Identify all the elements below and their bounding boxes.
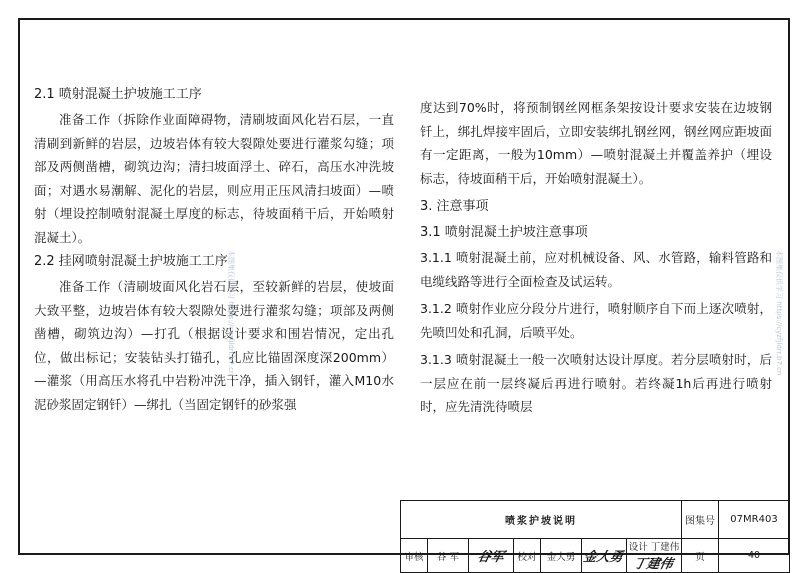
watermark-right: 本图集仅供学习 https://cyzfjldrr.b7.cn <box>775 250 783 376</box>
title-block <box>400 500 790 573</box>
checker-signature: 金大勇 <box>582 539 627 573</box>
checker-name: 金大勇 <box>541 539 582 573</box>
review-label: 审核 <box>401 539 428 573</box>
left-column <box>34 82 394 416</box>
designer-name: 丁建伟 <box>650 542 680 553</box>
item-3-1-2: 3.1.2 喷射作业应分段分片进行，喷射顺序自下而上逐次喷射，先喷凹处和孔洞，后喷平处。 <box>420 301 772 340</box>
section-2-2-heading: 2.2 挂网喷射混凝土护坡施工工序 <box>34 254 228 269</box>
reviewer-signature: 谷军 <box>469 539 514 573</box>
right-column <box>420 96 772 419</box>
item-3-1-3: 3.1.3 喷射混凝土一般一次喷射达设计厚度。若分层喷射时，后一层应在前一层终凝后再进行喷射。若终凝1h后再进行喷射时，应先清洗待喷层 <box>420 352 772 414</box>
watermark-left: 本图集仅供学习 https://cyzfjldrr.b7.cn <box>227 250 235 376</box>
drawing-title: 喷浆护坡说明 <box>401 501 682 539</box>
design-label: 设计 <box>628 542 648 553</box>
continued-text: 度达到70%时，将预制钢丝网框条架按设计要求安装在边坡钢钎上，绑扎焊接牢固后，立即安装绑扎钢丝网，钢丝网应距坡面有一定距离，一般为10mm）—喷射混凝土并覆盖养护（埋设标志，待坡面稍干后，开始喷射混凝土）。 <box>420 100 772 186</box>
item-3-1-1: 3.1.1 喷射混凝土前，应对机械设备、风、水管路，输料管路和电缆线路等进行全面检查及试运转。 <box>420 250 772 289</box>
section-2-1-body: 准备工作（拆除作业面障碍物，清刷坡面风化岩石层，一直清刷到新鲜的岩层，边坡岩体有较大裂隙处要进行灌浆勾缝；项部及两侧凿槽，砌筑边沟；清扫坡面浮土、碎石，高压水冲洗坡面；对遇水易潮解、泥化的岩层，则应用正压风清扫坡面）—喷射（埋设控制喷射混凝土厚度的标志，待坡面稍干后，开始喷射混凝土）。 <box>34 112 394 245</box>
page-label: 页 <box>682 539 719 573</box>
section-3-1-heading: 3.1 喷射混凝土护坡注意事项 <box>420 225 588 240</box>
design-cell <box>627 539 682 573</box>
page-value: 40 <box>719 539 790 573</box>
designer-signature: 丁建伟 <box>632 557 675 572</box>
section-3-heading: 3. 注意事项 <box>420 199 489 214</box>
reviewer-name: 谷 军 <box>428 539 469 573</box>
section-2-2-body: 准备工作（清刷坡面风化岩石层，至较新鲜的岩层，使坡面大致平整，边坡岩体有较大裂隙处要进行灌浆勾缝；项部及两侧凿槽，砌筑边沟）—打孔（根据设计要求和围岩情况，定出孔位，做出标记；安装钻头打锚孔，孔应比锚固深度深200mm）—灌浆（用高压水将孔中岩粉冲洗干净，插入钢钎，灌入M10水泥砂浆固定钢钎）—绑扎（当固定钢钎的砂浆强 <box>34 279 394 412</box>
section-2-1-heading: 2.1 喷射混凝土护坡施工工序 <box>34 87 202 102</box>
check-label: 校对 <box>514 539 541 573</box>
atlas-no-value: 07MR403 <box>719 501 790 539</box>
atlas-no-label: 图集号 <box>682 501 719 539</box>
